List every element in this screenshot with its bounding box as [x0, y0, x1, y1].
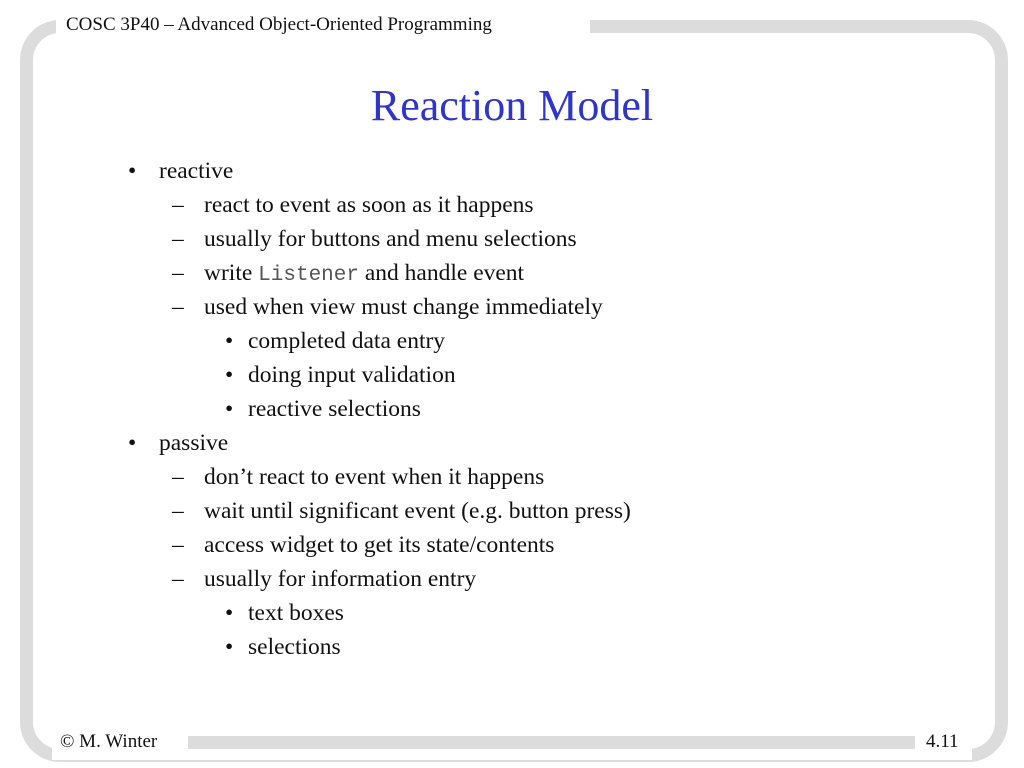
subsubitem-text: doing input validation: [248, 362, 456, 388]
course-title: COSC 3P40 – Advanced Object-Oriented Programming: [66, 14, 492, 35]
footer-bar: [188, 736, 915, 749]
bullet-label: reactive: [159, 158, 234, 184]
subsubitem-text: selections: [248, 634, 341, 660]
bullet-icon: •: [128, 430, 137, 456]
footer-author: © M. Winter: [60, 731, 158, 752]
bullet-icon: •: [225, 328, 234, 354]
bullet-icon: •: [225, 362, 234, 388]
dash-icon: –: [172, 566, 184, 592]
subsubitem-text: completed data entry: [248, 328, 446, 354]
dash-icon: –: [172, 532, 184, 558]
page-number: 4.11: [926, 731, 959, 752]
bullet-icon: •: [128, 158, 137, 184]
dash-icon: –: [172, 226, 184, 252]
subitem-prefix: write: [204, 260, 253, 286]
dash-icon: –: [172, 260, 184, 286]
bullet-icon: •: [225, 600, 234, 626]
subitem-text: react to event as soon as it happens: [204, 192, 534, 218]
dash-icon: –: [172, 464, 184, 490]
subsubitem-text: text boxes: [248, 600, 344, 626]
subitem-text: [204, 256, 524, 293]
dash-icon: –: [172, 294, 184, 320]
bullet-icon: •: [225, 396, 234, 422]
bullet-label: passive: [159, 430, 229, 456]
subitem-text: wait until significant event (e.g. button press): [204, 498, 631, 524]
code-listener: Listener: [258, 264, 359, 287]
subitem-suffix: and handle event: [364, 260, 525, 286]
subitem-text: don’t react to event when it happens: [204, 464, 545, 490]
subitem-text: usually for information entry: [204, 566, 477, 592]
bullet-icon: •: [225, 634, 234, 660]
subsubitem-text: reactive selections: [248, 396, 421, 422]
subitem-text: used when view must change immediately: [204, 294, 603, 320]
slide-title: Reaction Model: [370, 81, 654, 130]
dash-icon: –: [172, 498, 184, 524]
subitem-text: usually for buttons and menu selections: [204, 226, 577, 252]
subitem-text: access widget to get its state/contents: [204, 532, 555, 558]
dash-icon: –: [172, 192, 184, 218]
